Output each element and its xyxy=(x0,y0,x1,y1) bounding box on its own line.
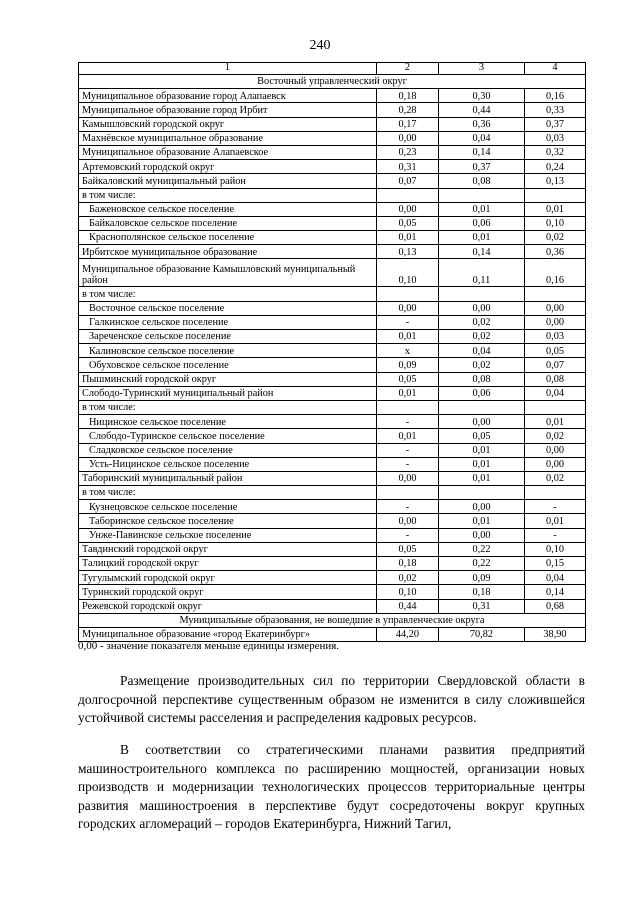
value-col-2: 0,00 xyxy=(377,131,439,145)
footnote: 0,00 - значение показателя меньше единицы измерения. xyxy=(78,640,340,652)
value-col-2: 0,10 xyxy=(377,259,439,287)
table-row xyxy=(79,344,586,358)
value-col-4 xyxy=(525,188,586,202)
value-col-4: 0,03 xyxy=(525,131,586,145)
value-col-4: 0,00 xyxy=(525,443,586,457)
value-col-2: 0,00 xyxy=(377,471,439,485)
value-col-4: 0,33 xyxy=(525,103,586,117)
value-col-3: 0,08 xyxy=(439,174,525,188)
value-col-4: - xyxy=(525,528,586,542)
section-header-row xyxy=(79,613,586,627)
table-row xyxy=(79,245,586,259)
value-col-4: 0,24 xyxy=(525,160,586,174)
table-row xyxy=(79,301,586,315)
value-col-4: 0,00 xyxy=(525,457,586,471)
value-col-2 xyxy=(377,287,439,301)
value-col-3: 0,01 xyxy=(439,443,525,457)
value-col-4: 0,03 xyxy=(525,330,586,344)
table-row xyxy=(79,557,586,571)
value-col-2: 44,20 xyxy=(377,627,439,641)
value-col-3: 0,14 xyxy=(439,145,525,159)
municipality-name: Пышминский городской округ xyxy=(79,372,377,386)
value-col-4: 0,02 xyxy=(525,471,586,485)
value-col-3: 0,00 xyxy=(439,301,525,315)
value-col-3: 0,30 xyxy=(439,89,525,103)
municipality-name: Байкаловское сельское поселение xyxy=(79,216,377,230)
section-header-row xyxy=(79,75,586,89)
municipality-name: Тавдинский городской округ xyxy=(79,542,377,556)
value-col-2: 0,05 xyxy=(377,542,439,556)
column-header: 1 xyxy=(79,63,377,75)
municipality-name: Талицкий городской округ xyxy=(79,557,377,571)
value-col-3 xyxy=(439,400,525,414)
table-row xyxy=(79,131,586,145)
value-col-4: 0,07 xyxy=(525,358,586,372)
value-col-3: 0,05 xyxy=(439,429,525,443)
table-row xyxy=(79,585,586,599)
table-row xyxy=(79,429,586,443)
value-col-3: 0,36 xyxy=(439,117,525,131)
value-col-3: 0,02 xyxy=(439,315,525,329)
table-row xyxy=(79,174,586,188)
value-col-3: 0,02 xyxy=(439,330,525,344)
value-col-2: 0,00 xyxy=(377,514,439,528)
value-col-3: 0,44 xyxy=(439,103,525,117)
municipality-name: в том числе: xyxy=(79,287,377,301)
table-row xyxy=(79,415,586,429)
table-row xyxy=(79,500,586,514)
value-col-3: 0,08 xyxy=(439,372,525,386)
municipality-name: в том числе: xyxy=(79,486,377,500)
municipality-name: Муниципальное образование город Алапаевск xyxy=(79,89,377,103)
value-col-2: 0,01 xyxy=(377,429,439,443)
value-col-2: 0,01 xyxy=(377,330,439,344)
table-row xyxy=(79,471,586,485)
table-row xyxy=(79,89,586,103)
municipality-name: в том числе: xyxy=(79,188,377,202)
value-col-4: 0,01 xyxy=(525,415,586,429)
value-col-2: 0,00 xyxy=(377,301,439,315)
value-col-2: - xyxy=(377,500,439,514)
value-col-2: 0,28 xyxy=(377,103,439,117)
municipality-name: Ницинское сельское поселение xyxy=(79,415,377,429)
value-col-2 xyxy=(377,188,439,202)
value-col-2: - xyxy=(377,315,439,329)
value-col-3: 0,00 xyxy=(439,528,525,542)
value-col-4: 0,32 xyxy=(525,145,586,159)
value-col-4: 0,37 xyxy=(525,117,586,131)
value-col-3: 0,01 xyxy=(439,471,525,485)
value-col-2: 0,05 xyxy=(377,372,439,386)
value-col-4: 0,16 xyxy=(525,259,586,287)
value-col-4: 0,14 xyxy=(525,585,586,599)
value-col-4 xyxy=(525,287,586,301)
value-col-4: 0,00 xyxy=(525,315,586,329)
value-col-4 xyxy=(525,400,586,414)
data-table xyxy=(78,62,586,642)
value-col-3: 0,11 xyxy=(439,259,525,287)
body-paragraph: Размещение производительных сил по территории Свердловской области в долгосрочной перспективе существенным образом не изменится в силу сложившейся устойчивой системы расселения и распределения кадровых ресурсов. xyxy=(78,673,585,725)
value-col-3 xyxy=(439,486,525,500)
table-row xyxy=(79,287,586,301)
table-row xyxy=(79,443,586,457)
value-col-4: 0,13 xyxy=(525,174,586,188)
municipality-name: Муниципальное образование Алапаевское xyxy=(79,145,377,159)
table-row xyxy=(79,514,586,528)
value-col-4: 0,16 xyxy=(525,89,586,103)
value-col-3: 0,37 xyxy=(439,160,525,174)
table-row xyxy=(79,103,586,117)
value-col-3: 0,22 xyxy=(439,542,525,556)
value-col-2: x xyxy=(377,344,439,358)
value-col-3: 0,04 xyxy=(439,344,525,358)
value-col-2: 0,18 xyxy=(377,89,439,103)
value-col-4: 0,01 xyxy=(525,202,586,216)
value-col-2: - xyxy=(377,443,439,457)
value-col-2: 0,31 xyxy=(377,160,439,174)
value-col-2: 0,23 xyxy=(377,145,439,159)
value-col-2: 0,05 xyxy=(377,216,439,230)
municipality-name: Унже-Павинское сельское поселение xyxy=(79,528,377,542)
column-header: 3 xyxy=(439,63,525,75)
municipality-name: Слободо-Туринский муниципальный район xyxy=(79,386,377,400)
value-col-3 xyxy=(439,188,525,202)
value-col-3: 0,22 xyxy=(439,557,525,571)
table-row xyxy=(79,259,586,287)
municipality-name: Байкаловский муниципальный район xyxy=(79,174,377,188)
municipality-name: Баженовское сельское поселение xyxy=(79,202,377,216)
table-row xyxy=(79,372,586,386)
value-col-4 xyxy=(525,486,586,500)
value-col-3: 0,00 xyxy=(439,500,525,514)
table-row xyxy=(79,542,586,556)
municipality-name: Муниципальное образование город Ирбит xyxy=(79,103,377,117)
municipality-name: Таборинское сельское поселение xyxy=(79,514,377,528)
table-header-row xyxy=(79,63,586,75)
value-col-2 xyxy=(377,400,439,414)
value-col-2: 0,13 xyxy=(377,245,439,259)
value-col-2: 0,07 xyxy=(377,174,439,188)
page-number: 240 xyxy=(309,38,331,53)
municipality-name: Восточное сельское поселение xyxy=(79,301,377,315)
value-col-3: 0,02 xyxy=(439,358,525,372)
value-col-4: 0,10 xyxy=(525,216,586,230)
municipality-name: Муниципальное образование «город Екатеринбург» xyxy=(79,627,377,641)
table-row xyxy=(79,202,586,216)
value-col-4: 0,00 xyxy=(525,301,586,315)
value-col-4: 0,02 xyxy=(525,231,586,245)
municipality-name: Усть-Ницинское сельское поселение xyxy=(79,457,377,471)
table-row xyxy=(79,528,586,542)
section-title: Муниципальные образования, не вошедшие в управленческие округа xyxy=(79,613,586,627)
value-col-2: 0,01 xyxy=(377,231,439,245)
value-col-3: 0,31 xyxy=(439,599,525,613)
value-col-4: 0,05 xyxy=(525,344,586,358)
value-col-3: 0,18 xyxy=(439,585,525,599)
value-col-4: 0,15 xyxy=(525,557,586,571)
value-col-4: 0,01 xyxy=(525,514,586,528)
municipality-name: Муниципальное образование Камышловский муниципальный район xyxy=(79,259,377,287)
value-col-4: 0,36 xyxy=(525,245,586,259)
value-col-4: 0,02 xyxy=(525,429,586,443)
value-col-2 xyxy=(377,486,439,500)
municipality-name: Камышловский городской округ xyxy=(79,117,377,131)
value-col-2: 0,44 xyxy=(377,599,439,613)
municipality-name: Слободо-Туринское сельское поселение xyxy=(79,429,377,443)
table-row xyxy=(79,358,586,372)
value-col-3 xyxy=(439,287,525,301)
municipality-name: Ирбитское муниципальное образование xyxy=(79,245,377,259)
municipality-name: Галкинское сельское поселение xyxy=(79,315,377,329)
value-col-4: 0,04 xyxy=(525,386,586,400)
value-col-4: 38,90 xyxy=(525,627,586,641)
value-col-3: 0,06 xyxy=(439,216,525,230)
value-col-2: 0,00 xyxy=(377,202,439,216)
value-col-4: 0,10 xyxy=(525,542,586,556)
value-col-3: 0,01 xyxy=(439,202,525,216)
value-col-4: 0,68 xyxy=(525,599,586,613)
municipality-name: Зареченское сельское поселение xyxy=(79,330,377,344)
section-title: Восточный управленческий округ xyxy=(79,75,586,89)
table-row xyxy=(79,386,586,400)
value-col-2: 0,01 xyxy=(377,386,439,400)
table-row xyxy=(79,117,586,131)
table-row xyxy=(79,330,586,344)
value-col-3: 0,01 xyxy=(439,514,525,528)
value-col-3: 0,14 xyxy=(439,245,525,259)
value-col-3: 0,01 xyxy=(439,231,525,245)
municipality-name: Сладковское сельское поселение xyxy=(79,443,377,457)
value-col-2: 0,02 xyxy=(377,571,439,585)
body-paragraph: В соответствии со стратегическими планами развития предприятий машиностроительного комплекса по расширению мощностей, организации новых производств и модернизации технологических процессов территориальные центры развития машиностроения в перспективе будут сосредоточены вокруг крупных городских агломераций – городов Екатеринбурга, Нижний Тагил, xyxy=(78,742,585,831)
value-col-3: 0,09 xyxy=(439,571,525,585)
municipality-name: Тугулымский городской округ xyxy=(79,571,377,585)
table-row xyxy=(79,145,586,159)
table-row xyxy=(79,599,586,613)
municipality-name: Туринский городской округ xyxy=(79,585,377,599)
table-row xyxy=(79,315,586,329)
municipality-name: Таборинский муниципальный район xyxy=(79,471,377,485)
value-col-3: 70,82 xyxy=(439,627,525,641)
value-col-4: 0,04 xyxy=(525,571,586,585)
value-col-2: - xyxy=(377,528,439,542)
municipality-name: в том числе: xyxy=(79,400,377,414)
table-row xyxy=(79,160,586,174)
municipality-name: Махнёвское муниципальное образование xyxy=(79,131,377,145)
table-row xyxy=(79,400,586,414)
value-col-4: - xyxy=(525,500,586,514)
municipality-name: Обуховское сельское поселение xyxy=(79,358,377,372)
table-row xyxy=(79,216,586,230)
value-col-3: 0,01 xyxy=(439,457,525,471)
column-header: 4 xyxy=(525,63,586,75)
column-header: 2 xyxy=(377,63,439,75)
value-col-3: 0,04 xyxy=(439,131,525,145)
municipality-name: Режевской городской округ xyxy=(79,599,377,613)
table-row xyxy=(79,571,586,585)
table-row xyxy=(79,457,586,471)
table-row xyxy=(79,188,586,202)
municipality-name: Краснополянское сельское поселение xyxy=(79,231,377,245)
municipality-name: Артемовский городской округ xyxy=(79,160,377,174)
value-col-3: 0,06 xyxy=(439,386,525,400)
municipality-name: Кузнецовское сельское поселение xyxy=(79,500,377,514)
table-row xyxy=(79,486,586,500)
value-col-2: 0,18 xyxy=(377,557,439,571)
value-col-2: - xyxy=(377,415,439,429)
table-row xyxy=(79,231,586,245)
value-col-2: 0,09 xyxy=(377,358,439,372)
value-col-3: 0,00 xyxy=(439,415,525,429)
value-col-4: 0,08 xyxy=(525,372,586,386)
municipality-name: Калиновское сельское поселение xyxy=(79,344,377,358)
value-col-2: 0,10 xyxy=(377,585,439,599)
value-col-2: 0,17 xyxy=(377,117,439,131)
value-col-2: - xyxy=(377,457,439,471)
